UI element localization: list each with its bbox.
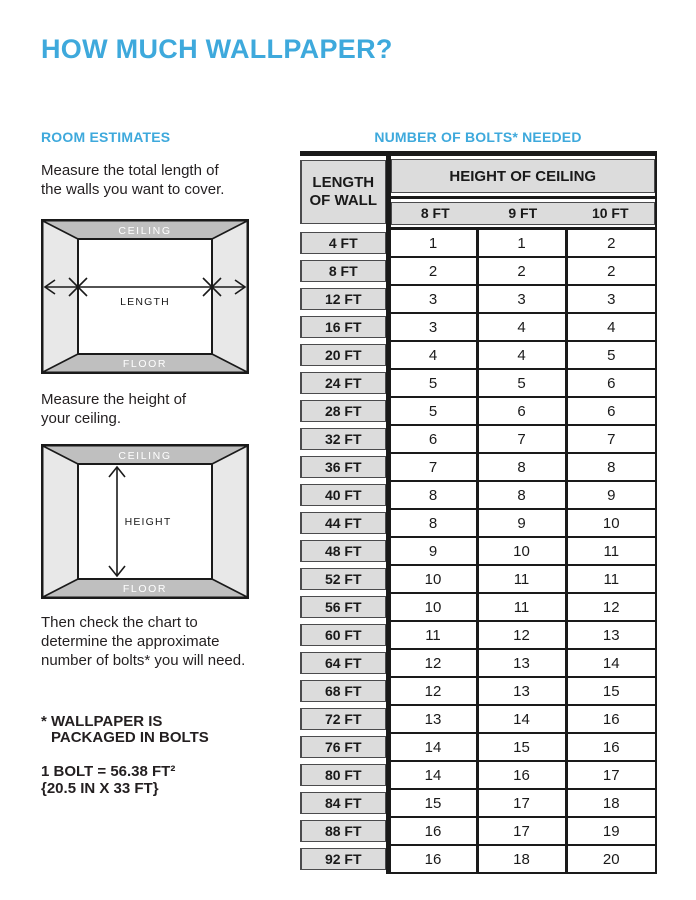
bolts-8ft-value: 16 [388, 817, 477, 845]
bolts-8ft-value: 5 [388, 369, 477, 397]
bolts-10ft-value: 6 [566, 397, 656, 425]
text-line: your ceiling. [41, 410, 122, 427]
bolts-9ft-value: 11 [477, 565, 566, 593]
step2-text [41, 390, 186, 428]
table-row [300, 817, 656, 845]
table-row [300, 649, 656, 677]
bolts-10ft-value: 12 [566, 593, 656, 621]
wall-length-label: 80 FT [324, 767, 362, 783]
bolts-10ft-value: 3 [566, 285, 656, 313]
step3-text [41, 613, 245, 670]
wall-length-cell [300, 341, 388, 369]
bolts-9ft-value: 8 [477, 481, 566, 509]
bolts-9ft-value: 2 [477, 257, 566, 285]
wall-length-label: 64 FT [324, 655, 362, 671]
bolts-10ft-value: 8 [566, 453, 656, 481]
text-line: PACKAGED IN BOLTS [51, 729, 209, 746]
bolts-table-heading: NUMBER OF BOLTS* NEEDED [374, 129, 582, 145]
bolts-9ft-value: 13 [477, 677, 566, 705]
bolts-8ft-value: 5 [388, 397, 477, 425]
bolts-10ft-value: 7 [566, 425, 656, 453]
right-wall-surface [212, 221, 247, 372]
text-line: the walls you want to cover. [41, 181, 225, 198]
bolts-8ft-value: 1 [388, 229, 477, 258]
wall-length-label: 68 FT [324, 683, 362, 699]
table-row [300, 705, 656, 733]
bolts-9ft-value: 15 [477, 733, 566, 761]
table-row [300, 593, 656, 621]
length-of-wall-header [300, 160, 386, 224]
table-row [300, 285, 656, 313]
left-wall-surface [43, 446, 78, 597]
wall-length-label: 40 FT [324, 487, 362, 503]
text-line: Then check the chart to [41, 614, 198, 631]
text-line: Measure the height of [41, 391, 187, 408]
wall-length-cell [300, 593, 388, 621]
table-row [300, 509, 656, 537]
text-line: 1 BOLT = 56.38 FT² [41, 763, 176, 780]
bolts-9ft-value: 4 [477, 341, 566, 369]
text-line: Measure the total length of [41, 162, 219, 179]
table-row [300, 565, 656, 593]
bolts-8ft-value: 10 [388, 565, 477, 593]
ceiling-height-columns [391, 202, 656, 225]
bolts-10ft-value: 16 [566, 705, 656, 733]
wall-length-cell [300, 397, 388, 425]
bolts-8ft-value: 11 [388, 621, 477, 649]
table-row [300, 537, 656, 565]
wall-length-label: 32 FT [324, 431, 362, 447]
bolts-9ft-value: 7 [477, 425, 566, 453]
wall-length-label: 36 FT [324, 459, 362, 475]
bolts-10ft-value: 11 [566, 565, 656, 593]
bolts-9ft-value: 6 [477, 397, 566, 425]
bolts-9ft-value: 11 [477, 593, 566, 621]
column-header-8ft: 8 FT [420, 205, 450, 221]
wall-length-cell [300, 229, 388, 258]
bolts-10ft-value: 9 [566, 481, 656, 509]
column-header-9ft: 9 FT [508, 205, 538, 221]
bolts-10ft-value: 4 [566, 313, 656, 341]
wall-length-label: 12 FT [324, 291, 362, 307]
bolts-10ft-value: 15 [566, 677, 656, 705]
bolts-10ft-value: 13 [566, 621, 656, 649]
wall-length-label: 28 FT [324, 403, 362, 419]
wall-length-label: 4 FT [328, 234, 358, 251]
wall-length-cell [300, 313, 388, 341]
bolts-10ft-value: 6 [566, 369, 656, 397]
page-title: HOW MUCH WALLPAPER? [41, 34, 393, 64]
bolts-9ft-value: 4 [477, 313, 566, 341]
length-of-wall-header-cell [300, 154, 388, 229]
wall-length-label: 20 FT [324, 347, 362, 363]
wall-length-cell [300, 509, 388, 537]
step1-text [41, 161, 224, 199]
bolts-10ft-value: 10 [566, 509, 656, 537]
bolt-size-info [41, 764, 175, 797]
wall-length-cell [300, 705, 388, 733]
ceiling-label: CEILING [118, 225, 172, 237]
bolts-9ft-value: 9 [477, 509, 566, 537]
bolts-8ft-value: 7 [388, 453, 477, 481]
floor-label: FLOOR [122, 358, 168, 370]
bolts-9ft-value: 14 [477, 705, 566, 733]
table-row [300, 229, 656, 258]
bolts-10ft-value: 20 [566, 845, 656, 873]
wall-length-cell [300, 845, 388, 873]
bolts-9ft-value: 18 [477, 845, 566, 873]
wall-length-cell [300, 453, 388, 481]
table-body [300, 229, 656, 874]
wall-length-cell [300, 257, 388, 285]
header-text-line: LENGTH [312, 174, 375, 192]
wall-length-cell [300, 621, 388, 649]
wall-length-cell [300, 481, 388, 509]
bolts-9ft-value: 10 [477, 537, 566, 565]
wall-length-label: 16 FT [324, 319, 362, 335]
table-row [300, 789, 656, 817]
bolts-8ft-value: 12 [388, 677, 477, 705]
bolts-8ft-value: 10 [388, 593, 477, 621]
text-line: determine the approximate [41, 633, 220, 650]
wall-length-label: 60 FT [324, 627, 362, 643]
wall-length-cell [300, 285, 388, 313]
room-height-diagram [41, 444, 249, 599]
wall-length-cell [300, 565, 388, 593]
bolts-8ft-value: 14 [388, 733, 477, 761]
wall-length-cell [300, 761, 388, 789]
wallpaper-footnote [41, 714, 209, 746]
table-row [300, 621, 656, 649]
table-row [300, 425, 656, 453]
wall-length-label: 48 FT [324, 543, 362, 559]
bolts-8ft-value: 15 [388, 789, 477, 817]
bolts-lookup-table [300, 151, 657, 874]
table-header-row-1 [300, 154, 656, 198]
bolts-9ft-value: 8 [477, 453, 566, 481]
table-row [300, 481, 656, 509]
wall-length-label: 76 FT [324, 739, 362, 755]
bolts-9ft-value: 17 [477, 817, 566, 845]
bolts-9ft-value: 13 [477, 649, 566, 677]
text-line: {20.5 IN X 33 FT} [41, 779, 159, 797]
bolts-8ft-value: 4 [388, 341, 477, 369]
left-wall-surface [43, 221, 78, 372]
wall-length-cell [300, 733, 388, 761]
bolts-8ft-value: 14 [388, 761, 477, 789]
length-measure-label: LENGTH [120, 296, 170, 308]
table-row [300, 845, 656, 873]
wall-length-label: 92 FT [324, 851, 362, 867]
wall-length-cell [300, 817, 388, 845]
wall-length-label: 8 FT [328, 263, 358, 279]
bolts-8ft-value: 8 [388, 509, 477, 537]
floor-label: FLOOR [122, 583, 168, 595]
bolts-9ft-value: 12 [477, 621, 566, 649]
ceiling-label: CEILING [118, 450, 172, 462]
bolts-9ft-value: 16 [477, 761, 566, 789]
table-row [300, 733, 656, 761]
bolts-10ft-value: 17 [566, 761, 656, 789]
bolts-10ft-value: 2 [566, 229, 656, 258]
bolts-10ft-value: 18 [566, 789, 656, 817]
wall-length-cell [300, 649, 388, 677]
bolts-table-container [300, 151, 656, 874]
room-length-diagram [41, 219, 249, 374]
bolts-8ft-value: 2 [388, 257, 477, 285]
bolts-9ft-value: 3 [477, 285, 566, 313]
wall-length-label: 52 FT [324, 571, 362, 587]
bolts-8ft-value: 6 [388, 425, 477, 453]
wall-length-cell [300, 425, 388, 453]
bolts-8ft-value: 13 [388, 705, 477, 733]
wall-length-label: 88 FT [324, 823, 362, 839]
table-row [300, 257, 656, 285]
bolts-8ft-value: 9 [388, 537, 477, 565]
bolts-8ft-value: 16 [388, 845, 477, 873]
text-line: * WALLPAPER IS [41, 713, 163, 730]
column-header-10ft: 10 FT [591, 205, 629, 221]
wall-length-cell [300, 677, 388, 705]
table-row [300, 677, 656, 705]
bolts-8ft-value: 3 [388, 285, 477, 313]
bolts-10ft-value: 14 [566, 649, 656, 677]
table-row [300, 453, 656, 481]
bolts-10ft-value: 11 [566, 537, 656, 565]
height-measure-label: HEIGHT [124, 516, 172, 528]
wall-length-cell [300, 789, 388, 817]
ceiling-height-columns-cell [388, 198, 656, 229]
table-row [300, 369, 656, 397]
table-row [300, 397, 656, 425]
height-of-ceiling-header: HEIGHT OF CEILING [391, 159, 656, 193]
bolts-9ft-value: 17 [477, 789, 566, 817]
right-wall-surface [212, 446, 247, 597]
table-row [300, 761, 656, 789]
bolts-10ft-value: 16 [566, 733, 656, 761]
table-row [300, 313, 656, 341]
header-text-line: OF WALL [309, 192, 377, 210]
bolts-10ft-value: 19 [566, 817, 656, 845]
bolts-9ft-value: 5 [477, 369, 566, 397]
bolts-8ft-value: 8 [388, 481, 477, 509]
wall-length-label: 72 FT [324, 711, 362, 727]
table-header [300, 154, 656, 229]
wall-length-label: 44 FT [324, 515, 362, 531]
wall-length-cell [300, 537, 388, 565]
bolts-10ft-value: 2 [566, 257, 656, 285]
room-estimates-heading: ROOM ESTIMATES [41, 129, 171, 145]
bolts-9ft-value: 1 [477, 229, 566, 258]
text-line: number of bolts* you will need. [41, 652, 246, 669]
height-of-ceiling-header-cell [388, 154, 656, 198]
table-row [300, 341, 656, 369]
wall-length-label: 56 FT [324, 599, 362, 615]
wall-length-cell [300, 369, 388, 397]
bolts-8ft-value: 12 [388, 649, 477, 677]
wall-length-label: 24 FT [324, 375, 362, 391]
bolts-10ft-value: 5 [566, 341, 656, 369]
bolts-8ft-value: 3 [388, 313, 477, 341]
wall-length-label: 84 FT [324, 795, 362, 811]
